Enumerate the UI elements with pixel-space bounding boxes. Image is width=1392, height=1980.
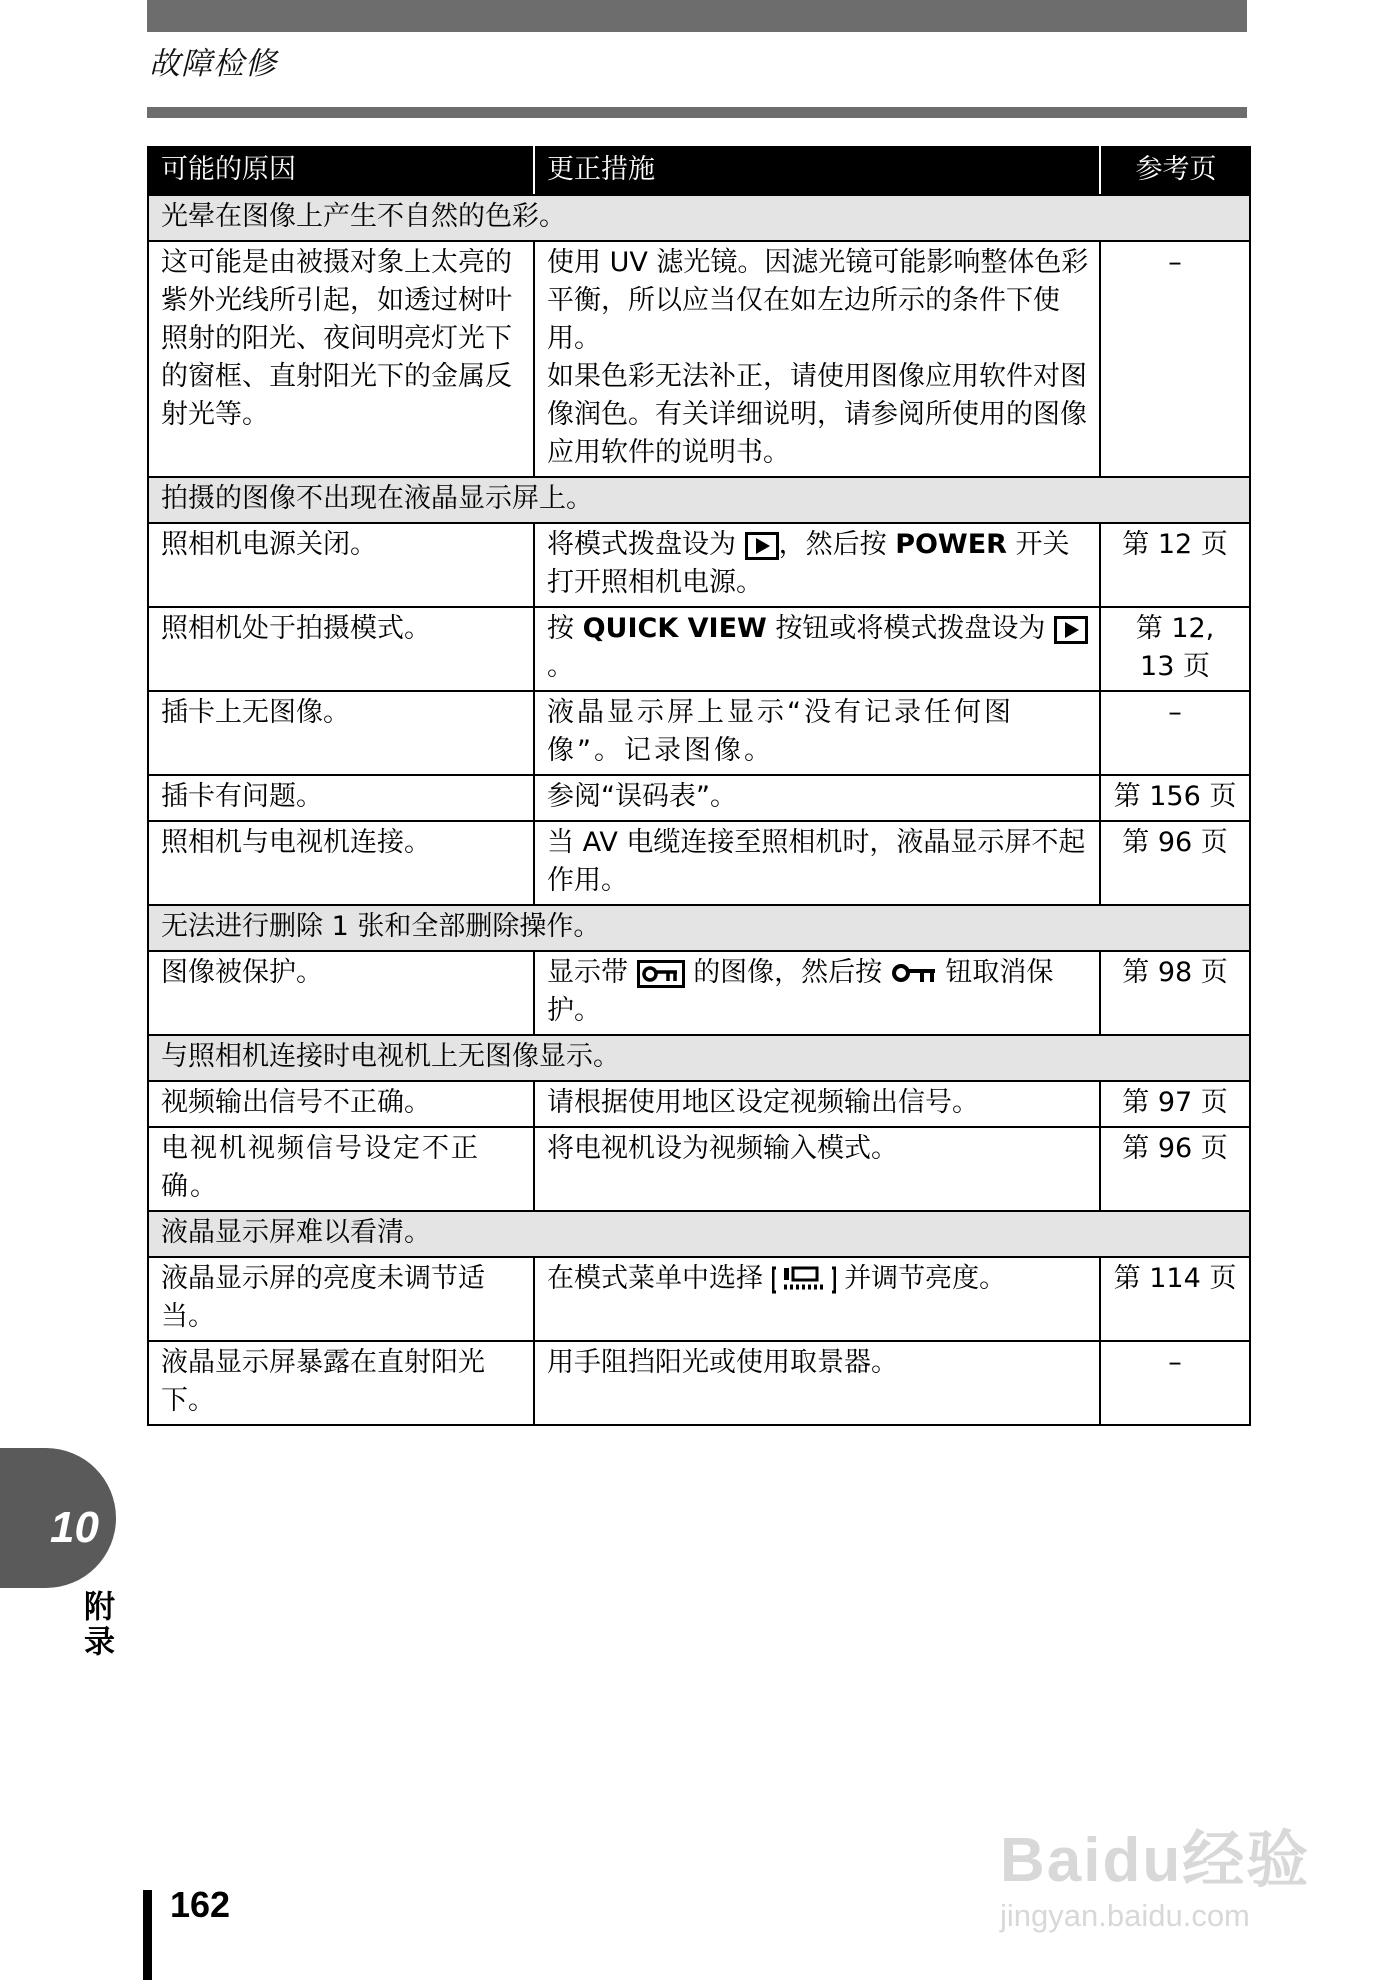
- cause-cell: 液晶显示屏的亮度未调节适当。: [148, 1257, 534, 1341]
- category-row: [148, 1211, 1250, 1257]
- cause-cell: 这可能是由被摄对象上太亮的紫外光线所引起，如透过树叶照射的阳光、夜间明亮灯光下的窗框、直射阳光下的金属反射光等。: [148, 241, 534, 477]
- table-row: [148, 1257, 1250, 1341]
- page-number: 162: [170, 1884, 231, 1925]
- section-title: 故障检修: [149, 46, 277, 82]
- reference-cell: –: [1100, 241, 1250, 477]
- cause-cell: 照相机电源关闭。: [148, 523, 534, 607]
- cause-cell: 图像被保护。: [148, 951, 534, 1035]
- chapter-number: 10: [50, 1503, 99, 1552]
- cause-cell: 插卡有问题。: [148, 775, 534, 821]
- action-text: 如果色彩无法补正，请使用图像应用软件对图像润色。有关详细说明，请参阅所使用的图像应用软件的说明书。: [547, 361, 1087, 468]
- cause-cell: 电视机视频信号设定不正确。: [148, 1127, 534, 1211]
- reference-cell: –: [1100, 1341, 1250, 1425]
- action-cell: 用手阻挡阳光或使用取景器。: [534, 1341, 1100, 1425]
- action-cell: 显示带 的图像，然后按 钮取消保护。: [534, 951, 1100, 1035]
- category-label: 液晶显示屏难以看清。: [148, 1211, 1250, 1257]
- header-action: 更正措施: [534, 147, 1100, 195]
- reference-cell: –: [1100, 691, 1250, 775]
- table-row: [148, 951, 1250, 1035]
- cause-cell: 插卡上无图像。: [148, 691, 534, 775]
- watermark-url: jingyan.baidu.com: [1000, 1898, 1250, 1933]
- action-cell: 按 QUICK VIEW 按钮或将模式拨盘设为 。: [534, 607, 1100, 691]
- cause-cell: 照相机与电视机连接。: [148, 821, 534, 905]
- reference-cell: 第 98 页: [1100, 951, 1250, 1035]
- chapter-label: 附录: [78, 1590, 114, 1660]
- reference-cell: 第 96 页: [1100, 1127, 1250, 1211]
- table-row: [148, 241, 1250, 477]
- playback-icon: [1054, 616, 1088, 644]
- action-cell: 液晶显示屏上显示“没有记录任何图像”。记录图像。: [534, 691, 1100, 775]
- cause-cell: 照相机处于拍摄模式。: [148, 607, 534, 691]
- category-row: [148, 905, 1250, 951]
- reference-cell: 第 114 页: [1100, 1257, 1250, 1341]
- action-cell: 请根据使用地区设定视频输出信号。: [534, 1081, 1100, 1127]
- action-text: 使用 UV 滤光镜。因滤光镜可能影响整体色彩平衡，所以应当仅在如左边所示的条件下使用。: [547, 247, 1089, 354]
- category-row: [148, 477, 1250, 523]
- table-row: [148, 1127, 1250, 1211]
- table-row: [148, 775, 1250, 821]
- watermark: [1000, 1790, 1330, 1950]
- action-cell: 将模式拨盘设为 ，然后按 POWER 开关打开照相机电源。: [534, 523, 1100, 607]
- monitor-brightness-icon: [772, 1265, 836, 1295]
- protect-icon: [637, 960, 685, 988]
- category-label: 光晕在图像上产生不自然的色彩。: [148, 195, 1250, 241]
- table-row: [148, 607, 1250, 691]
- reference-cell: 第 12, 13 页: [1100, 607, 1250, 691]
- page-number-bar: [143, 1890, 152, 1980]
- reference-cell: 第 96 页: [1100, 821, 1250, 905]
- table-row: [148, 1341, 1250, 1425]
- category-label: 无法进行删除 1 张和全部删除操作。: [148, 905, 1250, 951]
- category-label: 与照相机连接时电视机上无图像显示。: [148, 1035, 1250, 1081]
- category-row: [148, 195, 1250, 241]
- category-label: 拍摄的图像不出现在液晶显示屏上。: [148, 477, 1250, 523]
- header-rule: [147, 107, 1247, 118]
- troubleshooting-table: [147, 146, 1251, 1426]
- playback-icon: [745, 532, 779, 560]
- reference-cell: 第 97 页: [1100, 1081, 1250, 1127]
- action-cell: 参阅“误码表”。: [534, 775, 1100, 821]
- table-row: [148, 691, 1250, 775]
- action-cell: 将电视机设为视频输入模式。: [534, 1127, 1100, 1211]
- header-reference: 参考页: [1100, 147, 1250, 195]
- reference-cell: 第 12 页: [1100, 523, 1250, 607]
- action-cell: [534, 241, 1100, 477]
- top-gray-bar: [147, 0, 1247, 32]
- table-header-row: [148, 147, 1250, 195]
- header-cause: 可能的原因: [148, 147, 534, 195]
- table-row: [148, 523, 1250, 607]
- cause-cell: 视频输出信号不正确。: [148, 1081, 534, 1127]
- watermark-brand: Baidu经验: [1000, 1826, 1311, 1895]
- action-cell: 当 AV 电缆连接至照相机时，液晶显示屏不起作用。: [534, 821, 1100, 905]
- table-row: [148, 821, 1250, 905]
- action-cell: 在模式菜单中选择 并调节亮度。: [534, 1257, 1100, 1341]
- table-row: [148, 1081, 1250, 1127]
- category-row: [148, 1035, 1250, 1081]
- protect-key-icon: [891, 962, 937, 986]
- reference-cell: 第 156 页: [1100, 775, 1250, 821]
- cause-cell: 液晶显示屏暴露在直射阳光下。: [148, 1341, 534, 1425]
